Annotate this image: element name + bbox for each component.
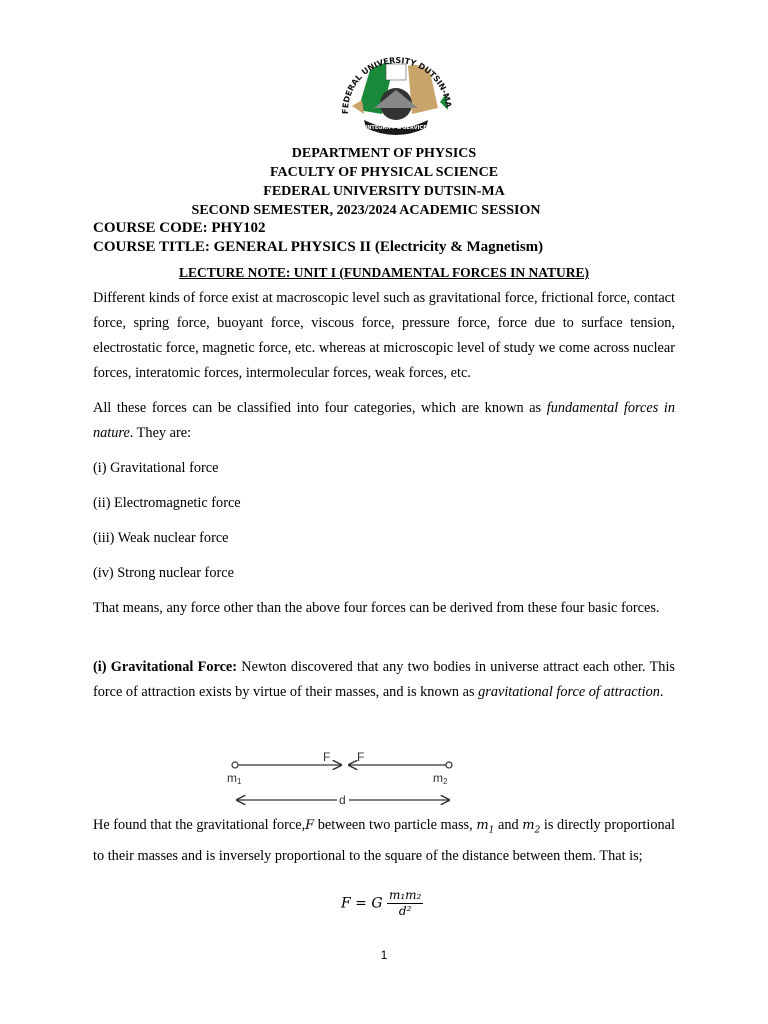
derived-paragraph: That means, any force other than the above four forces can be derived from these four basic forces. <box>93 600 660 616</box>
logo-left-wing <box>352 100 364 114</box>
proportionality-paragraph <box>93 813 675 869</box>
gravitational-term: gravitational force of attraction <box>478 684 660 700</box>
classification-paragraph <box>93 396 675 446</box>
session-heading: SECOND SEMESTER, 2023/2024 ACADEMIC SESSION <box>191 203 541 218</box>
force-item-strong-nuclear: (iv) Strong nuclear force <box>93 565 234 581</box>
distance-label: d <box>339 793 346 807</box>
force-label-left: F <box>323 750 331 764</box>
force-diagram <box>225 748 461 812</box>
logo-motto: INTEGRITY & SERVICE <box>365 125 427 131</box>
mass-1-symbol: $m_1$ <box>476 818 495 836</box>
university-logo <box>334 44 458 140</box>
formula-fraction <box>387 888 423 919</box>
mass-1-label: m1 <box>227 771 242 786</box>
fundamental-forces-term: fundamental forces in nature <box>93 400 675 441</box>
faculty-heading: FACULTY OF PHYSICAL SCIENCE <box>269 165 499 180</box>
logo-animal-icon <box>386 64 406 80</box>
mass-2-label: m2 <box>433 771 448 786</box>
gravitation-formula <box>341 888 423 919</box>
intro-paragraph: Different kinds of force exist at macroscopic level such as gravitational force, frictional force, contact force, spring force, buoyant force, viscous force, pressure force, force due to surface tension, electrostatic force, magnetic force, etc. whereas at microscopic level of study we come across nuclear forces, interatomic forces, intermolecular forces, weak forces, etc. <box>93 290 675 381</box>
mass-1-dot <box>232 762 238 768</box>
course-code: COURSE CODE: PHY102 <box>93 220 266 236</box>
gravitational-heading: (i) Gravitational Force: <box>93 659 238 675</box>
force-symbol: F <box>305 818 315 833</box>
proportionality-text-1: He found that the gravitational force, <box>93 817 306 833</box>
department-heading: DEPARTMENT OF PHYSICS <box>291 146 477 161</box>
mass-2-symbol: $m_2$ <box>522 818 541 836</box>
and-text: and <box>494 817 523 833</box>
gravitational-end: . <box>659 684 664 700</box>
mass-2-dot <box>446 762 452 768</box>
university-heading: FEDERAL UNIVERSITY DUTSIN-MA <box>263 184 505 199</box>
formula-denominator: d² <box>398 904 412 918</box>
classification-end: . They are: <box>129 425 192 441</box>
gravitational-paragraph <box>93 655 675 705</box>
classification-text: All these forces can be classified into four categories, which are known as <box>93 400 547 416</box>
logo-ring-text: FEDERAL UNIVERSITY DUTSIN-MA <box>340 55 453 115</box>
lecture-title: LECTURE NOTE: UNIT I (FUNDAMENTAL FORCES IN NATURE) <box>179 265 589 280</box>
gravitational-text: Newton discovered that any two bodies in universe attract each other. This force of attraction exists by virtue of their masses, and is known as <box>93 659 675 700</box>
formula-numerator: m₁m₂ <box>388 888 422 902</box>
page-number: 1 <box>380 948 388 962</box>
force-item-weak-nuclear: (iii) Weak nuclear force <box>93 530 229 546</box>
force-label-right: F <box>357 750 365 764</box>
force-item-gravitational: (i) Gravitational force <box>93 460 219 476</box>
formula-lhs: F = G <box>341 895 383 912</box>
course-title: COURSE TITLE: GENERAL PHYSICS II (Electricity & Magnetism) <box>93 239 544 255</box>
proportionality-text-2: between two particle mass, <box>314 817 477 833</box>
force-item-electromagnetic: (ii) Electromagnetic force <box>93 495 241 511</box>
proportionality-text-3: is directly proportional to their masses and is inversely proportional to the square of the distance between them. That is; <box>93 817 675 864</box>
